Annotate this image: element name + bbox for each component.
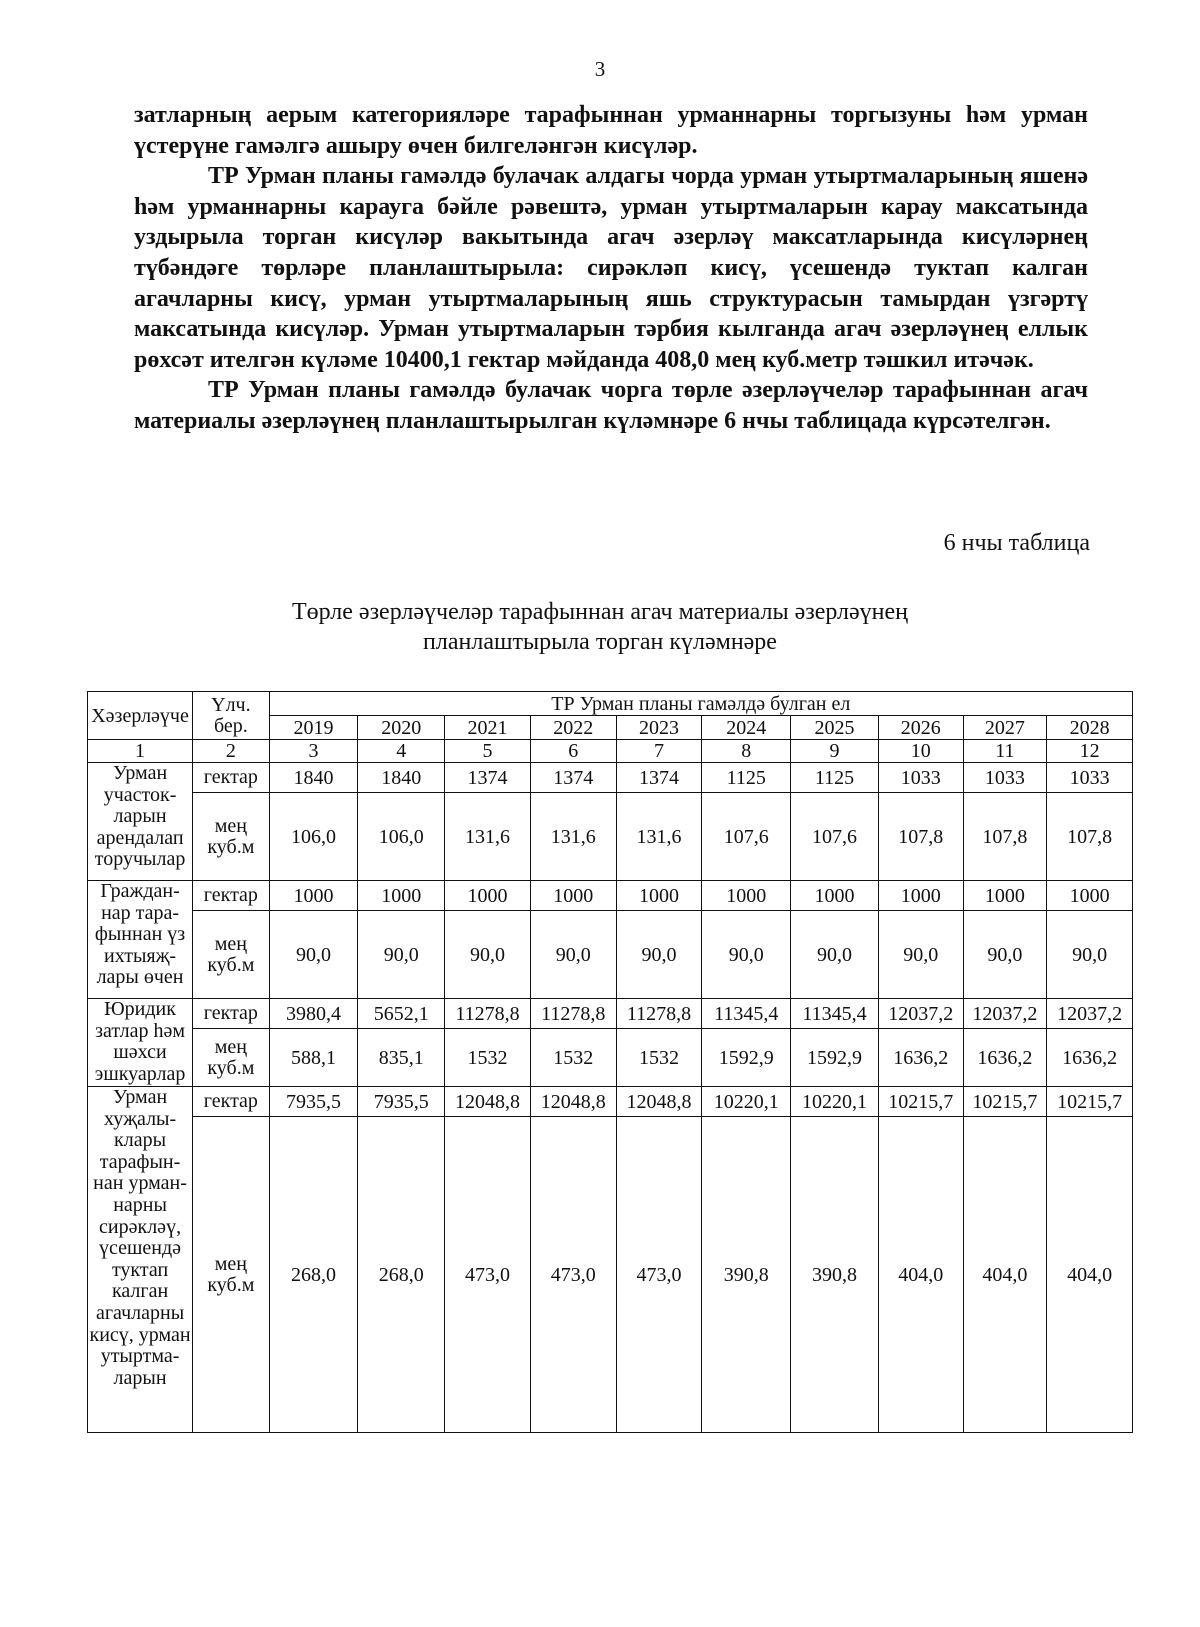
value-cell: 12037,2 — [878, 999, 963, 1029]
value-cell: 90,0 — [702, 911, 791, 999]
unit-cell: мең куб.м — [193, 793, 270, 881]
value-cell: 107,6 — [791, 793, 879, 881]
table-title-line: планлаштырыла торган күләмнәре — [423, 629, 777, 655]
column-number: 4 — [358, 740, 445, 763]
table-title — [0, 597, 1200, 657]
value-cell: 11278,8 — [616, 999, 702, 1029]
column-number: 10 — [878, 740, 963, 763]
value-cell: 90,0 — [963, 911, 1047, 999]
value-cell: 7935,5 — [358, 1087, 445, 1117]
value-cell: 1374 — [445, 763, 531, 793]
header-year: 2025 — [791, 716, 879, 740]
value-cell: 3980,4 — [269, 999, 358, 1029]
value-cell: 1000 — [616, 881, 702, 911]
value-cell: 107,8 — [963, 793, 1047, 881]
unit-cell: гектар — [193, 1087, 270, 1117]
value-cell: 10215,7 — [1047, 1087, 1133, 1117]
value-cell: 1840 — [269, 763, 358, 793]
header-year: 2023 — [616, 716, 702, 740]
header-year: 2026 — [878, 716, 963, 740]
value-cell: 268,0 — [358, 1117, 445, 1433]
header-year: 2022 — [530, 716, 616, 740]
header-year: 2021 — [445, 716, 531, 740]
value-cell: 404,0 — [878, 1117, 963, 1433]
table-title-line: Төрле әзерләүчеләр тарафыннан агач материалы әзерләүнең — [291, 599, 909, 625]
value-cell: 1840 — [358, 763, 445, 793]
page-number: 3 — [594, 57, 606, 81]
value-cell: 588,1 — [269, 1029, 358, 1087]
paragraph: ТР Урман планы гамәлдә булачак чорга төрле әзерләүчеләр тарафыннан агач материалы әзерләүнең планлаштырылган күләмнәре 6 нчы таблицада күрсәтелгән. — [134, 377, 1088, 434]
column-number: 8 — [702, 740, 791, 763]
column-number-row — [88, 740, 1133, 763]
value-cell: 10220,1 — [791, 1087, 879, 1117]
value-cell: 1125 — [702, 763, 791, 793]
table-row — [88, 1029, 1133, 1087]
paragraph: ТР Урман планы гамәлдә булачак алдагы чорда урман утыртмаларының яшенә һәм урманнарны карауга бәйле рәвештә, урман утыртмаларын карау максатында уздырыла торган кисүләр вакытында агач әзерләү максатларында кисүләрнең түбәндәге төрләре планлаштырыла: сирәкләп кисү, үсешендә туктап калган агачларны кисү, урман утыртмаларының яшь структурасын тамырдан үзгәртү максатында кисүләр. Урман утыртмаларын тәрбия кылганда агач әзерләүнең еллык рөхсәт ителгән күләме 10400,1 гектар мәйданда 408,0 мең куб.метр тәшкил итәчәк. — [134, 163, 1088, 373]
header-year: 2020 — [358, 716, 445, 740]
body-text — [134, 100, 1088, 437]
value-cell: 390,8 — [791, 1117, 879, 1433]
value-cell: 1374 — [616, 763, 702, 793]
unit-cell: мең куб.м — [193, 1117, 270, 1433]
value-cell: 268,0 — [269, 1117, 358, 1433]
value-cell: 10215,7 — [878, 1087, 963, 1117]
value-cell: 1000 — [702, 881, 791, 911]
value-cell: 12037,2 — [963, 999, 1047, 1029]
unit-cell: мең куб.м — [193, 911, 270, 999]
value-cell: 1374 — [530, 763, 616, 793]
header-year: 2019 — [269, 716, 358, 740]
header-year: 2027 — [963, 716, 1047, 740]
value-cell: 10220,1 — [702, 1087, 791, 1117]
value-cell: 1000 — [530, 881, 616, 911]
value-cell: 1125 — [791, 763, 879, 793]
value-cell: 12037,2 — [1047, 999, 1133, 1029]
column-number: 11 — [963, 740, 1047, 763]
value-cell: 473,0 — [616, 1117, 702, 1433]
value-cell: 473,0 — [445, 1117, 531, 1433]
value-cell: 1000 — [358, 881, 445, 911]
value-cell: 1636,2 — [1047, 1029, 1133, 1087]
value-cell: 1636,2 — [963, 1029, 1047, 1087]
header-preparer: Хәзерләүче — [88, 692, 193, 740]
value-cell: 90,0 — [1047, 911, 1133, 999]
value-cell: 1532 — [530, 1029, 616, 1087]
value-cell: 1532 — [445, 1029, 531, 1087]
column-number: 2 — [193, 740, 270, 763]
header-year: 2028 — [1047, 716, 1133, 740]
unit-cell: гектар — [193, 999, 270, 1029]
value-cell: 1592,9 — [791, 1029, 879, 1087]
value-cell: 106,0 — [358, 793, 445, 881]
value-cell: 90,0 — [791, 911, 879, 999]
value-cell: 106,0 — [269, 793, 358, 881]
table-row — [88, 763, 1133, 793]
table-row — [88, 911, 1133, 999]
value-cell: 404,0 — [1047, 1117, 1133, 1433]
header-row — [88, 692, 1133, 716]
value-cell: 90,0 — [358, 911, 445, 999]
value-cell: 7935,5 — [269, 1087, 358, 1117]
value-cell: 1000 — [963, 881, 1047, 911]
value-cell: 1000 — [878, 881, 963, 911]
preparer-cell: Урман хуҗалы-клары тарафын-нан урман-нарны сирәкләү, үсешендә туктап калган агачларны кисү, урман утыртма-ларын — [88, 1087, 193, 1433]
value-cell: 1000 — [791, 881, 879, 911]
value-cell: 835,1 — [358, 1029, 445, 1087]
column-number: 7 — [616, 740, 702, 763]
value-cell: 107,8 — [1047, 793, 1133, 881]
value-cell: 11278,8 — [445, 999, 531, 1029]
value-cell: 473,0 — [530, 1117, 616, 1433]
value-cell: 5652,1 — [358, 999, 445, 1029]
value-cell: 1000 — [1047, 881, 1133, 911]
value-cell: 12048,8 — [530, 1087, 616, 1117]
value-cell: 390,8 — [702, 1117, 791, 1433]
column-number: 5 — [445, 740, 531, 763]
value-cell: 131,6 — [445, 793, 531, 881]
table-row — [88, 999, 1133, 1029]
value-cell: 107,8 — [878, 793, 963, 881]
table-row — [88, 1117, 1133, 1433]
table-row — [88, 793, 1133, 881]
value-cell: 1033 — [963, 763, 1047, 793]
value-cell: 1000 — [445, 881, 531, 911]
value-cell: 1000 — [269, 881, 358, 911]
preparer-cell: Юридик затлар һәм шәхси эшкуарлар — [88, 999, 193, 1087]
value-cell: 1033 — [878, 763, 963, 793]
value-cell: 107,6 — [702, 793, 791, 881]
column-number: 1 — [88, 740, 193, 763]
value-cell: 1636,2 — [878, 1029, 963, 1087]
header-year: 2024 — [702, 716, 791, 740]
value-cell: 11278,8 — [530, 999, 616, 1029]
unit-cell: мең куб.м — [193, 1029, 270, 1087]
value-cell: 12048,8 — [616, 1087, 702, 1117]
value-cell: 90,0 — [445, 911, 531, 999]
value-cell: 131,6 — [616, 793, 702, 881]
table-row — [88, 1087, 1133, 1117]
unit-cell: гектар — [193, 763, 270, 793]
value-cell: 90,0 — [269, 911, 358, 999]
column-number: 3 — [269, 740, 358, 763]
value-cell: 11345,4 — [702, 999, 791, 1029]
value-cell: 404,0 — [963, 1117, 1047, 1433]
value-cell: 1592,9 — [702, 1029, 791, 1087]
value-cell: 131,6 — [530, 793, 616, 881]
column-number: 6 — [530, 740, 616, 763]
table-caption: 6 нчы таблица — [943, 530, 1090, 556]
value-cell: 12048,8 — [445, 1087, 531, 1117]
header-years-group: ТР Урман планы гамәлдә булган ел — [269, 692, 1132, 716]
value-cell: 1033 — [1047, 763, 1133, 793]
value-cell: 1532 — [616, 1029, 702, 1087]
column-number: 12 — [1047, 740, 1133, 763]
column-number: 9 — [791, 740, 879, 763]
value-cell: 11345,4 — [791, 999, 879, 1029]
preparer-cell: Урман участок-ларын арендалап торучылар — [88, 763, 193, 881]
preparer-cell: Граждан-нар тара-фыннан үз ихтыяҗ-лары өчен — [88, 881, 193, 999]
unit-cell: гектар — [193, 881, 270, 911]
header-unit: Үлч. бер. — [193, 692, 270, 740]
paragraph: затларның аерым категорияләре тарафыннан урманнарны торгызуны һәм урман үстерүне гамәлгә ашыру өчен билгеләнгән кисүләр. — [134, 102, 1088, 159]
volumes-table — [87, 691, 1133, 1433]
value-cell: 90,0 — [878, 911, 963, 999]
table-row — [88, 881, 1133, 911]
value-cell: 90,0 — [616, 911, 702, 999]
value-cell: 90,0 — [530, 911, 616, 999]
value-cell: 10215,7 — [963, 1087, 1047, 1117]
